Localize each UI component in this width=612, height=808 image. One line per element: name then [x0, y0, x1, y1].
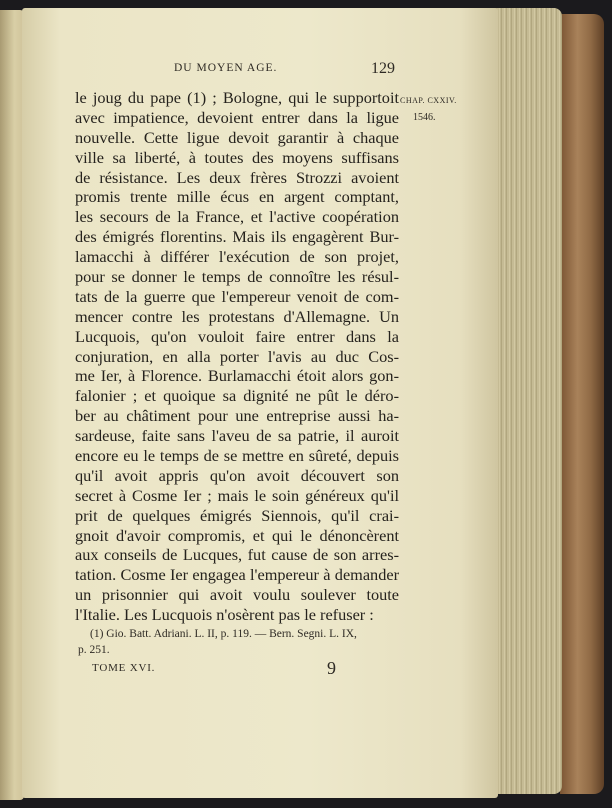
- margin-chapter: CHAP. CXXIV.: [400, 96, 457, 105]
- text-line: ville sa liberté, à toutes des moyens suffisans: [75, 147, 399, 167]
- text-line: prit de quelques émigrés Siennois, qu'il crai-: [75, 505, 399, 525]
- text-line: qu'il avoit appris qu'on avoit découvert son: [75, 465, 399, 485]
- text-line: l'Italie. Les Lucquois n'osèrent pas le refuser :: [75, 605, 374, 625]
- text-line: un prisonnier qui avoit voulu soulever toute: [75, 585, 399, 605]
- book-cover: [560, 14, 604, 794]
- page-number: 129: [371, 60, 395, 77]
- signature-number: 9: [327, 658, 336, 678]
- text-line: les secours de la France, et l'active coopération: [75, 207, 399, 227]
- text-line: Lucquois, qu'on vouloit faire entrer dans la: [75, 326, 399, 346]
- body-text: [75, 88, 399, 625]
- text-line: pour se donner le temps de connoître les résul-: [75, 267, 399, 287]
- text-line: nouvelle. Cette ligue devoit garantir à chaque: [75, 127, 399, 147]
- footnote-line: (1) Gio. Batt. Adriani. L. II, p. 119. — Bern. Segni. L. IX,: [90, 628, 357, 640]
- text-line: tation. Cosme Ier engagea l'empereur à demander: [75, 565, 399, 585]
- left-page-edge: [0, 10, 24, 800]
- margin-year: 1546.: [413, 112, 436, 123]
- text-line: conjuration, en alla porter l'avis au duc Cos-: [75, 346, 399, 366]
- text-line: sardeuse, faite sans l'aveu de sa patrie, il auroit: [75, 426, 399, 446]
- text-line: avec impatience, devoient entrer dans la ligue: [75, 107, 399, 127]
- text-line: ber au châtiment pour une entreprise aussi ha-: [75, 406, 399, 426]
- text-line: aux conseils de Lucques, fut cause de son arres-: [75, 545, 399, 565]
- footnote: [78, 626, 400, 658]
- page-edges: [488, 8, 562, 794]
- text-line: secret à Cosme Ier ; mais le soin généreux qu'il: [75, 485, 399, 505]
- text-line: encore eu le temps de se mettre en sûreté, depuis: [75, 446, 399, 466]
- text-line: tats de la guerre que l'empereur venoit de com-: [75, 286, 399, 306]
- running-title: DU MOYEN AGE.: [174, 62, 278, 74]
- text-line: me Ier, à Florence. Burlamacchi étoit alors gon-: [75, 366, 399, 386]
- text-line: lamacchi à différer l'exécution de son projet,: [75, 247, 399, 267]
- text-line: falonier ; et quoique sa dignité ne pût le déro-: [75, 386, 399, 406]
- text-line: gnoit d'avoir compromis, et qui le dénoncèrent: [75, 525, 399, 545]
- text-line: des émigrés florentins. Mais ils engagèrent Bur-: [75, 227, 399, 247]
- text-line: de résistance. Les deux frères Strozzi avoient: [75, 167, 399, 187]
- volume-signature: TOME XVI.: [92, 662, 156, 674]
- footnote-line: p. 251.: [78, 644, 110, 656]
- text-line: mencer contre les protestans d'Allemagne. Un: [75, 306, 399, 326]
- text-line: le joug du pape (1) ; Bologne, qui le supportoit: [75, 88, 399, 107]
- text-line: promis trente mille écus en argent comptant,: [75, 187, 399, 207]
